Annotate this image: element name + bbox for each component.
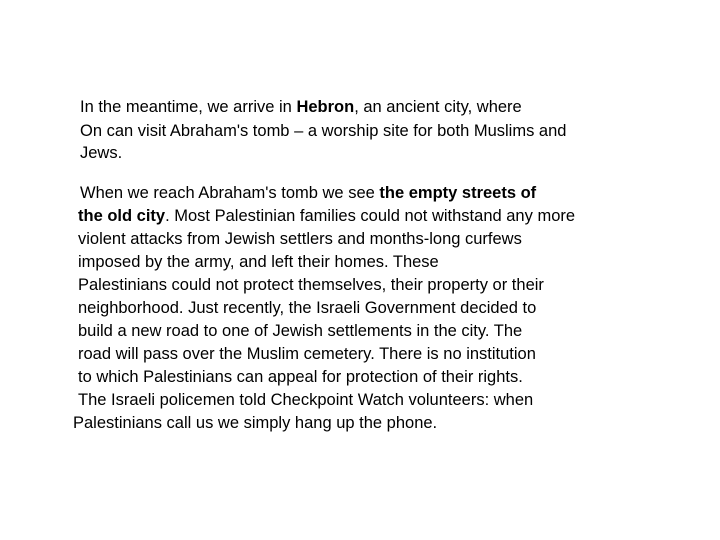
text-run: In the meantime, we arrive in (80, 98, 297, 116)
paragraph-2-line-7: build a new road to one of Jewish settlements in the city. The (78, 322, 523, 340)
paragraph-2-line-3: violent attacks from Jewish settlers and months-long curfews (78, 230, 522, 248)
paragraph-2-line-4: imposed by the army, and left their homes. These (78, 253, 439, 271)
paragraph-2-line-10: The Israeli policemen told Checkpoint Watch volunteers: when (78, 391, 534, 409)
text-run: , an ancient city, where (354, 98, 522, 116)
text-run: When we reach Abraham's tomb we see (80, 184, 380, 202)
text-run: . Most Palestinian families could not withstand any more (165, 207, 576, 225)
paragraph-2-line-2 (78, 206, 575, 226)
paragraph-2-line-5: Palestinians could not protect themselves, their property or their (78, 276, 544, 294)
highlight-empty-streets: the empty streets of (379, 184, 537, 202)
paragraph-2-line-6: neighborhood. Just recently, the Israeli Government decided to (78, 299, 537, 317)
paragraph-2-line-11: Palestinians call us we simply hang up the phone. (73, 414, 438, 432)
paragraph-1-line-3: Jews. (80, 144, 123, 162)
paragraph-2-line-8: road will pass over the Muslim cemetery. There is no institution (78, 345, 536, 363)
paragraph-2-line-9: to which Palestinians can appeal for protection of their rights. (78, 368, 523, 386)
paragraph-1-line-1 (80, 97, 522, 117)
paragraph-1-line-2: On can visit Abraham's tomb – a worship site for both Muslims and (80, 122, 567, 140)
highlight-old-city: the old city (78, 207, 166, 225)
highlight-hebron: Hebron (296, 98, 355, 116)
paragraph-2-line-1 (80, 183, 536, 203)
